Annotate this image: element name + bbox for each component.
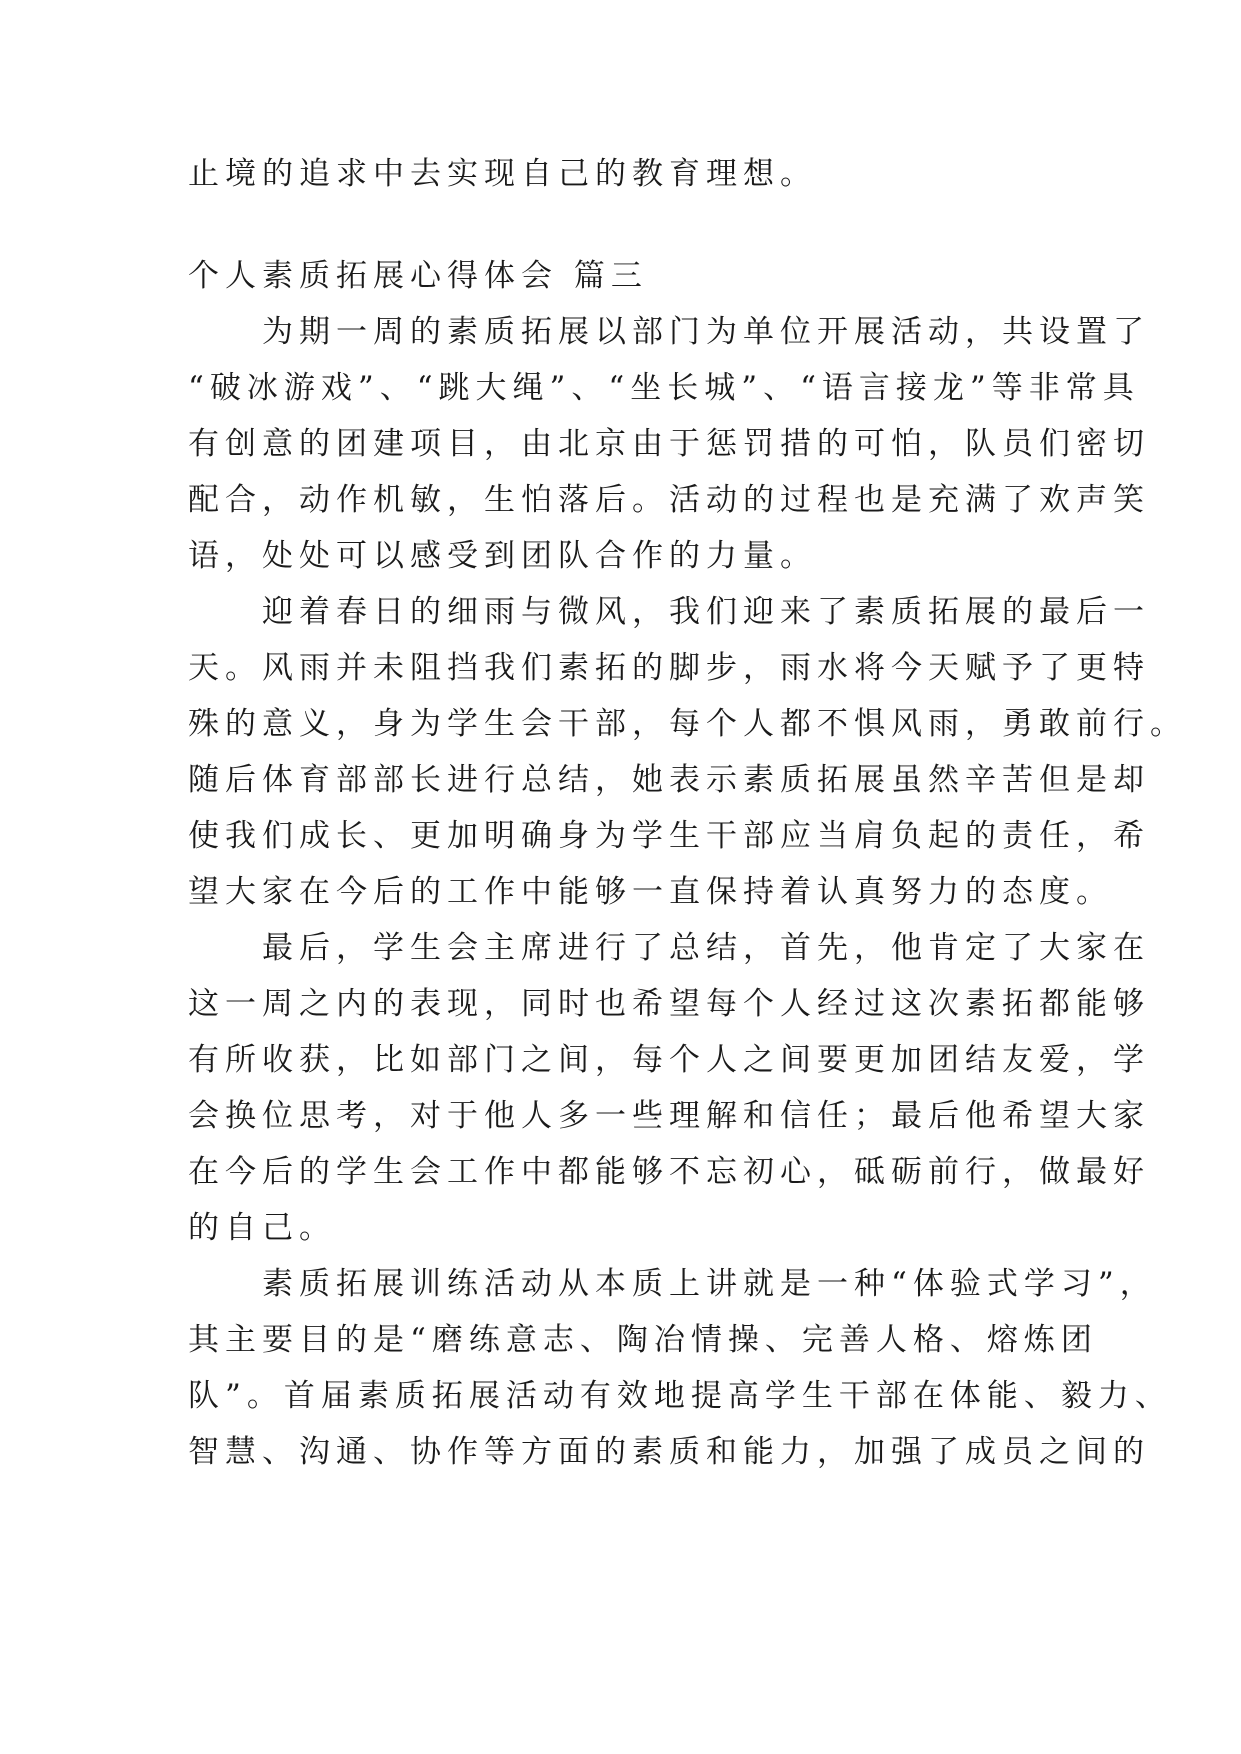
paragraph-line: 有所收获，比如部门之间，每个人之间要更加团结友爱，学 [188, 1042, 1150, 1078]
paragraph-line: 望大家在今后的工作中能够一直保持着认真努力的态度。 [188, 874, 1113, 910]
paragraph-line: 最后，学生会主席进行了总结，首先，他肯定了大家在 [262, 930, 1150, 966]
paragraph-line: 迎着春日的细雨与微风，我们迎来了素质拓展的最后一 [262, 594, 1150, 630]
paragraph-line: 其主要目的是“磨练意志、陶冶情操、完善人格、熔炼团 [188, 1322, 1098, 1358]
paragraph-line: 使我们成长、更加明确身为学生干部应当肩负起的责任，希 [188, 818, 1150, 854]
document-body [188, 146, 1187, 1480]
paragraph-line: “破冰游戏”、“跳大绳”、“坐长城”、“语言接龙”等非常具 [188, 370, 1140, 406]
paragraph-line: 殊的意义，身为学生会干部，每个人都不惧风雨，勇敢前行。 [188, 706, 1187, 742]
paragraph-line: 的自己。 [188, 1210, 336, 1246]
paragraph-line: 智慧、沟通、协作等方面的素质和能力，加强了成员之间的 [188, 1434, 1150, 1470]
paragraph-line: 有创意的团建项目，由北京由于惩罚措的可怕，队员们密切 [188, 426, 1150, 462]
paragraph-4 [188, 1256, 1172, 1480]
paragraph-line: 队”。首届素质拓展活动有效地提高学生干部在体能、毅力、 [188, 1378, 1172, 1414]
section-spacer [188, 202, 1068, 248]
paragraph-1 [188, 304, 1150, 584]
paragraph-line: 素质拓展训练活动从本质上讲就是一种“体验式学习”， [262, 1266, 1157, 1302]
paragraph-line: 这一周之内的表现，同时也希望每个人经过这次素拓都能够 [188, 986, 1150, 1022]
continuation-line: 止境的追求中去实现自己的教育理想。 [188, 156, 817, 192]
paragraph-line: 语，处处可以感受到团队合作的力量。 [188, 538, 817, 574]
paragraph-line: 天。风雨并未阻挡我们素拓的脚步，雨水将今天赋予了更特 [188, 650, 1150, 686]
paragraph-line: 在今后的学生会工作中都能够不忘初心，砥砺前行，做最好 [188, 1154, 1150, 1190]
paragraph-line: 配合，动作机敏，生怕落后。活动的过程也是充满了欢声笑 [188, 482, 1150, 518]
paragraph-2 [188, 584, 1187, 920]
paragraph-line: 随后体育部部长进行总结，她表示素质拓展虽然辛苦但是却 [188, 762, 1150, 798]
paragraph-3 [188, 920, 1150, 1256]
paragraph-line: 为期一周的素质拓展以部门为单位开展活动，共设置了 [262, 314, 1150, 350]
section-heading: 个人素质拓展心得体会 篇三 [188, 258, 648, 294]
paragraph-line: 会换位思考，对于他人多一些理解和信任；最后他希望大家 [188, 1098, 1150, 1134]
